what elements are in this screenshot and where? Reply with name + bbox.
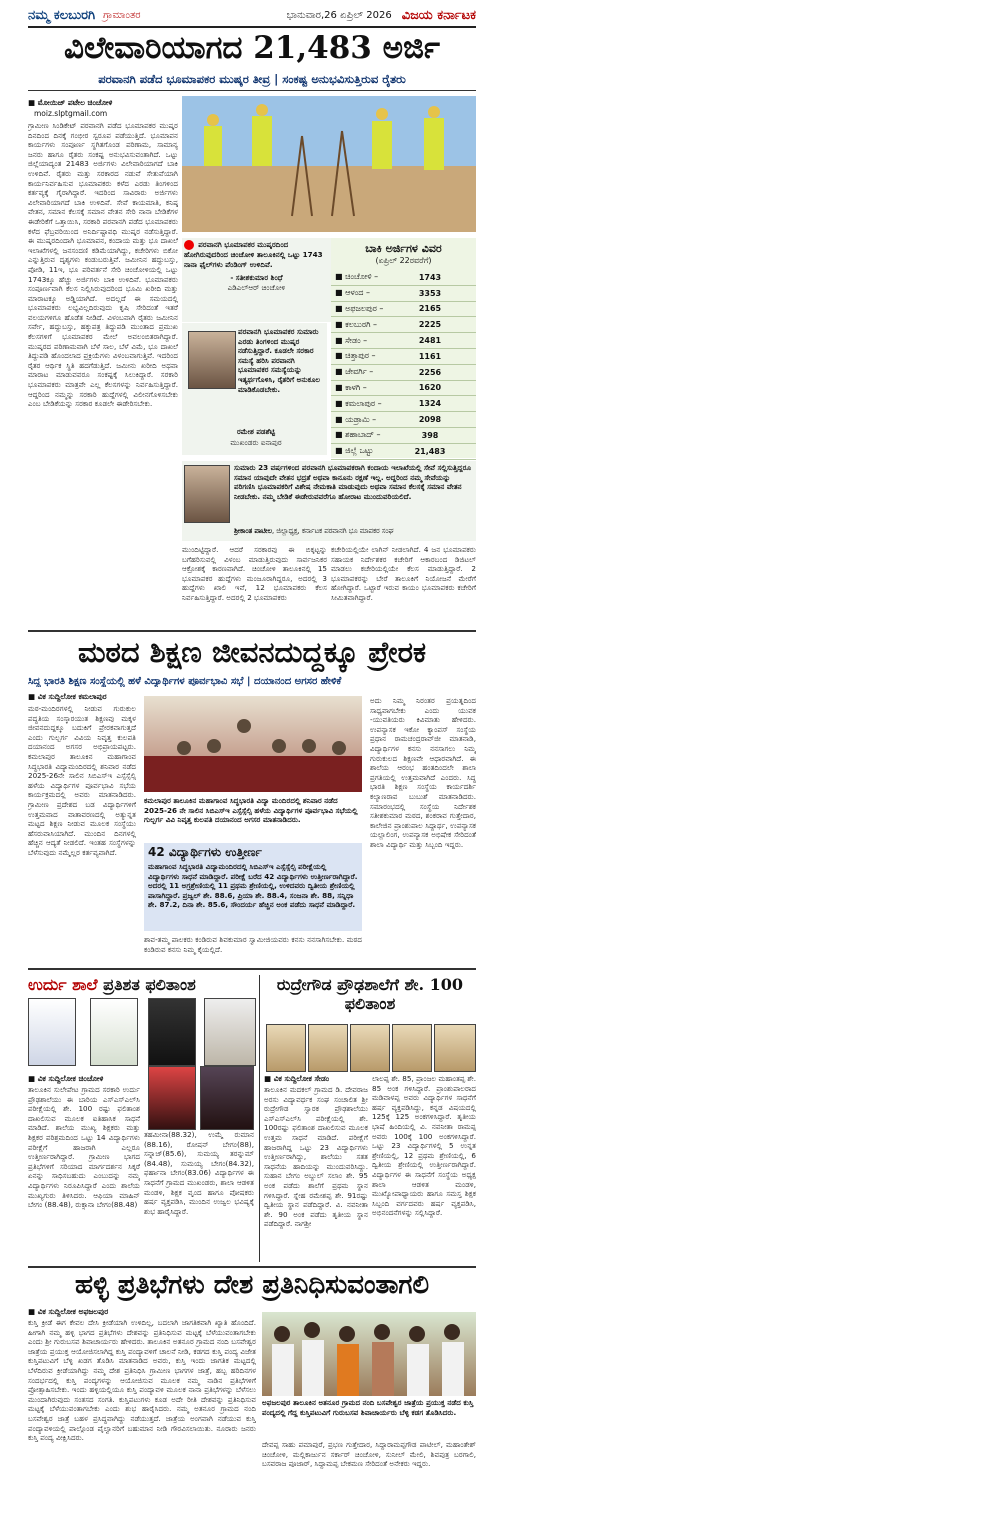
a3-headline xyxy=(28,975,256,995)
table-row-name: ■ ಚಿತ್ತಾಪುರ – xyxy=(335,351,376,361)
table-row-name: ■ ಜಿಲ್ಲೆ ಒಟ್ಟು xyxy=(335,446,374,456)
portrait-photo-2 xyxy=(184,465,230,523)
table-row-value: 1743 xyxy=(418,272,442,282)
table-row-value: 2256 xyxy=(418,367,442,377)
a1-quote3-box xyxy=(182,461,476,541)
a1-quote3: ಸುಮಾರು 23 ವರ್ಷಗಳಿಂದ ಪರವಾನಗಿ ಭೂಮಾಪಕರಾಗಿ ಕಂದಾಯ ಇಲಾಖೆಯಲ್ಲಿ ಸೇವೆ ಸಲ್ಲಿಸುತ್ತಿದ್ದರೂ ಸಮಾನ ಯಾವುದೇ ವೇತನ ಭದ್ರತೆ ಅಥವಾ ಕಾನೂನು ರಕ್ಷಣೆ ಇಲ್ಲ. ಅದ್ದರಿಂದ ನಮ್ಮ ಸೇವೆಯನ್ನು ಪರಿಗಣಿಸಿ ಭೂಮಾಪಕರಿಗೆ ವಿಶೇಷ ನೇಮಕಾತಿ ಮಾಡುವುದು ಅಥವಾ ಸಮಾನ ಕೆಲಸಕ್ಕೆ ಸಮಾನ ವೇತನ ನೀಡಬೇಕು. ನಮ್ಮ ಬೇಡಿಕೆ ಈಡೇರುವವರೆಗೂ ಹೋರಾಟ ಮುಂದುವರಿಯಲಿದೆ. xyxy=(234,463,472,501)
table-row-value: 1620 xyxy=(418,383,442,393)
a1-quote2: ಪರವಾನಗಿ ಭೂಮಾಪಕರ ಸುಮಾರು ಎರಡು ತಿಂಗಳಿಂದ ಮುಷ್ಕರ ನಡೆಸುತ್ತಿದ್ದಾರೆ. ಕೂಡಲೇ ಸರಕಾರ ಸಮಸ್ಯೆ ಹರಿಸಿ ಪರವಾನಗಿ ಭೂಮಾಪಕರ ಸಮಸ್ಯೆಯನ್ನು ಇತ್ಯರ್ಥಗೊಳಿಸಿ, ರೈತರಿಗೆ ಅನುಕೂಲ ಮಾಡಿಕೊಡಬೇಕು. xyxy=(238,327,321,394)
a2-photo xyxy=(144,696,362,792)
portrait-photo xyxy=(188,331,236,389)
wrestling-photo-illustration xyxy=(262,1312,476,1396)
a1-quote1: ಪರವಾನಗಿ ಭೂಮಾಪಕರ ಮುಷ್ಕರದಿಂದ ಹೋಗಿರುವುದರಿಂದ ಚಿಂಚೋಳಿ ತಾಲೂಕಿನಲ್ಲಿ ಒಟ್ಟು 1743 ನಾನಾ ಫೈಲ್‌ಗಳು ಪೆಂಡಿಂಗ್ ಉಳಿದಿವೆ. xyxy=(184,240,323,269)
student-photo xyxy=(204,998,256,1066)
a2-headline: ಮಠದ ಶಿಕ್ಷಣ ಜೀವನದುದ್ದಕ್ಕೂ ಪ್ರೇರಕ xyxy=(77,635,427,669)
student-photo xyxy=(266,1024,306,1072)
student-photo xyxy=(148,1066,196,1130)
student-photo xyxy=(90,998,138,1066)
a1-photo xyxy=(182,96,476,232)
a1-headline: ವಿಲೇವಾರಿಯಾಗದ 21,483 ಅರ್ಜಿ xyxy=(64,30,440,66)
table-row-value: 21,483 xyxy=(414,446,446,456)
table-row-name: ■ ಕಲಬುರಗಿ – xyxy=(335,319,377,329)
table-row-name: ■ ಆಳಂದ – xyxy=(335,288,370,298)
a3-byline: ■ ವಿಕ ಸುದ್ದಿಲೋಕ ಚಿಂಚೋಳಿ xyxy=(28,1074,104,1083)
meeting-photo-illustration xyxy=(144,696,362,792)
table-rows xyxy=(331,270,476,460)
student-photo xyxy=(392,1024,432,1072)
a2-mid: ಶಾವ-ತಮ್ಮ ಪಾಲಕರು ಕಂಡಿರುವ ಶಿವಕುಮಾರ ಸ್ವಾಮೀಜಿಯವರು ಕನಸು ನನಸಾಗಿಸಬೇಕು. ಮಠದ ಕಂಡಿರುವ ಕನಸು ನಿಮ್ಮ ಕೈಯಲ್ಲಿದೆ. xyxy=(144,935,362,954)
student-photo xyxy=(28,998,76,1066)
a4-body2: ಲಾಲಪ್ಪ ಶೇ. 85, ಪ್ರಾಂಜಲ ಮಹಾಂತಪ್ಪ ಶೇ. 85 ಅಂಕ ಗಳಿಸಿದ್ದಾರೆ. ಪ್ರಾಂಶುಪಾಲರಾದ ಮಡಿವಾಳಪ್ಪ ಅವರು ವಿದ್ಯಾರ್ಥಿಗಳ ಸಾಧನೆಗೆ ಹರ್ಷ ವ್ಯಕ್ತಪಡಿಸಿದ್ದು, ಕನ್ನಡ ವಿಷಯದಲ್ಲಿ 125ಕ್ಕೆ 125 ಅಂಕಗಳಿಸಿದ್ದಾರೆ. ತೃತೀಯ ಭಾಷೆ ಹಿಂದಿಯಲ್ಲಿ ವಿ. ನವನೀತಾ ರಾಮಪ್ಪ ಅವರು 100ಕ್ಕೆ 100 ಅಂಕಗಳಿಸಿದ್ದಾರೆ. ಒಟ್ಟು 23 ವಿದ್ಯಾರ್ಥಿಗಳಲ್ಲಿ 5 ಉನ್ನತ ಶ್ರೇಣಿಯಲ್ಲಿ, 12 ಪ್ರಥಮ ಶ್ರೇಣಿಯಲ್ಲಿ, 6 ದ್ವಿತೀಯ ಶ್ರೇಣಿಯಲ್ಲಿ ಉತ್ತೀರ್ಣರಾಗಿದ್ದಾರೆ. ವಿದ್ಯಾರ್ಥಿಗಳ ಈ ಸಾಧನೆಗೆ ಸಂಸ್ಥೆಯ ಅಧ್ಯಕ್ಷ ಶಾಲಾ ಆಡಳಿತ ಮಂಡಳಿ, ಮುಖ್ಯೋಪಾಧ್ಯಾಯರು ಹಾಗೂ ಸಮಸ್ತ ಶಿಕ್ಷಕ ಸಿಬ್ಬಂದಿ ವರ್ಗದವರು ಹರ್ಷ ವ್ಯಕ್ತಪಡಿಸಿ, ಅಭಿನಂದನೆಗಳನ್ನು ಸಲ್ಲಿಸಿದ್ದಾರೆ. xyxy=(372,1074,476,1218)
table-row-value: 1161 xyxy=(418,351,442,361)
surveyors-photo-illustration xyxy=(182,96,476,232)
table-row-value: 2481 xyxy=(418,336,442,346)
table-row xyxy=(331,302,476,318)
divider-2 xyxy=(28,968,476,970)
student-photo xyxy=(200,1066,254,1130)
table-row xyxy=(331,396,476,412)
a2-box-title: 42 ವಿದ್ಯಾರ್ಥಿಗಳು ಉತ್ತೀರ್ಣ xyxy=(148,845,262,859)
table-subtitle: (ಏಪ್ರಿಲ್ 22ರವರೆಗೆ) xyxy=(375,256,432,265)
a1-rule xyxy=(28,90,476,91)
table-row-name: ■ ಶಹಾಬಾದ್ – xyxy=(335,430,381,440)
table-row-value: 398 xyxy=(421,430,439,440)
a1-quote2-role: ಮುಖಂಡರು ಐನಾಪುರ xyxy=(230,438,282,447)
masthead-right: ವಿಜಯ ಕರ್ನಾಟಕ xyxy=(401,7,476,23)
a1-quote2-by: ರಮೇಶ ಪಡಶೆಟ್ಟಿ xyxy=(236,427,276,436)
a5-body2: ದೇವಪ್ಪ ಸಾಹು ಪಮಾಪುರೆ, ಪ್ರಭಣ ಗುತ್ತೇದಾರ, ಸಿದ್ದಾರಾಮಪ್ಪಗೌಡ ಪಾಟೀಲ್, ಮಹಾಂತೇಶ್ ಚಿಂಚೋಳಿ, ಮಲ್ಲಿಕಾರ್ಜುನ ಸರ್ಕಾರ್ ಚಿಂಚೋಳಿ, ಸುನೀಲ್ ಮೇಲಿ, ಶಿವಪುತ್ರ ಬರಗಾಲಿ, ಬಸವರಾಜ ಪೂಜಾರ್, ಸಿದ್ದಾಮಪ್ಪ ಬೇಕಮಣ ಸೇರಿದಂತೆ ಅನೇಕರು ಇದ್ದರು. xyxy=(262,1440,476,1469)
table-row-name: ■ ಜೇವರ್ಗಿ – xyxy=(335,367,374,377)
student-photo xyxy=(148,998,196,1066)
a1-byline: ■ ಮೋಯಿಜ್ ಪಟೇಲ ಚಿಂಚೋಳಿ xyxy=(28,98,113,107)
a4-photos-row xyxy=(264,1024,476,1070)
table-row-name: ■ ಚಿಂಚೋಳಿ – xyxy=(335,272,379,282)
a1-body2: ಮುಂದಿಟ್ಟಿದ್ದಾರೆ. ಆದರೆ ಸರಕಾರವು ಈ ಬಿಕ್ಕಟ್ಟನ್ನು ಬಗೆಹರಿಸುವಲ್ಲಿ ವಿಳಂಬ ಮಾಡುತ್ತಿರುವುದು ಸಾರ್ವಜನಿಕರ ಆಕ್ರೋಶಕ್ಕೆ ಕಾರಣವಾಗಿದೆ. ಚಿಂಚೋಳಿ ತಾಲೂಕಿನಲ್ಲಿ 15 ಭೂಮಾಪಕರ ಹುದ್ದೆಗಳು ಮಂಜೂರಾಗಿದ್ದರೂ, ಅದರಲ್ಲಿ 3 ಹುದ್ದೆಗಳು ಖಾಲಿ ಇವೆ, 12 ಭೂಮಾಪಕರು ಕೆಲಸ ನಿರ್ವಹಿಸುತ್ತಿದ್ದಾರೆ. ಅದರಲ್ಲಿ 2 ಭೂಮಾಪಕರು xyxy=(182,545,327,602)
table-row-value: 2225 xyxy=(418,320,442,330)
a1-subhead: ಪರವಾನಗಿ ಪಡೆದ ಭೂಮಾಪಕರ ಮುಷ್ಕರ ತೀವ್ರ | ಸಂಕಷ್ಟ ಅನುಭವಿಸುತ್ತಿರುವ ರೈತರು xyxy=(98,72,406,86)
masthead-date: ಭಾನುವಾರ,26 ಏಪ್ರಿಲ್ 2026 xyxy=(286,9,392,21)
a1-quote2-box xyxy=(182,323,327,455)
a2-body: ಮಠ-ಮಂದಿರಗಳಲ್ಲಿ ನೀಡುವ ಗುರುಕುಲ ಪದ್ಧತಿಯ ಸಂಸ್ಕಾರಯುತ ಶಿಕ್ಷಣವು ಮಕ್ಕಳ ಜೀವನದುದ್ದಕ್ಕೂ ಬದುಕಿಗೆ ಪ್ರೇರಕವಾಗುತ್ತದೆ ಎಂದು ಗುಲ್ಬರ್ಗ ವಿವಿಯ ನಿವೃತ್ತ ಕುಲಪತಿ ದಯಾನಂದ ಅಗಸರ ಅಭಿಪ್ರಾಯಪಟ್ಟರು. ಕಮಲಾಪುರ ತಾಲೂಕಿನ ಮಹಾಗಾಂವ ಸಿದ್ಧಭಾರತಿ ವಿದ್ಯಾಮಂದಿರದಲ್ಲಿ ಶನಿವಾರ ನಡೆದ 2025-26ನೇ ಸಾಲಿನ ಸಿಬಿಎಸ್‌ಇ ಎಸ್ಸೆಸ್ಸೆಲ್ಸಿ ಹಳೆಯ ವಿದ್ಯಾರ್ಥಿಗಳ ಪೂರ್ವಭಾವಿ ಸಭೆಯ ಕಾರ್ಯಕ್ರಮದಲ್ಲಿ ಅವರು ಮಾತನಾಡಿದರು. ಗ್ರಾಮೀಣ ಪ್ರದೇಶದ ಬಡ ವಿದ್ಯಾರ್ಥಿಗಳಿಗೆ ಉತ್ತಮವಾದ ವಾತಾವರಣದಲ್ಲಿ ಅತ್ಯುನ್ನತ ಮಟ್ಟದ ಶಿಕ್ಷಣ ನೀಡುವ ಮೂಲಕ ಸಂಸ್ಥೆಯು ಹೆಸರುವಾಸಿಯಾಗಿದೆ. ಮುಂದಿನ ದಿನಗಳಲ್ಲಿ ಹೆಚ್ಚಿನ ಆದ್ಯತೆ ನೀಡಲಿದೆ. ಇಂತಹ ಸಂಸ್ಥೆಗಳನ್ನು ಬೆಳೆಸುವುದು ನಮ್ಮೆಲ್ಲರ ಕರ್ತವ್ಯವಾಗಿದೆ. xyxy=(28,704,136,857)
a4-body: ತಾಲೂಕಿನ ಮದಕಲ್ ಗ್ರಾಮದ ಡಿ. ದೇವರಾಜ ಅರಸು ವಿದ್ಯಾವರ್ಧಕ ಸಂಘ ಸಂಚಾಲಿತ ಶ್ರೀ ರುದ್ರೇಗೌಡ ಸ್ವಾರಕ ಪ್ರೌಢಶಾಲೆಯು ಎಸ್‌ಎಸ್‌ಎಲ್‌ಸಿ ಪರೀಕ್ಷೆಯಲ್ಲಿ ಶೇ. 100ರಷ್ಟು ಫಲಿತಾಂಶ ದಾಖಲಿಸುವ ಮೂಲಕ ಉತ್ತಮ ಸಾಧನೆ ಮಾಡಿದೆ. ಪರೀಕ್ಷೆಗೆ ಹಾಜರಾಗಿದ್ದ ಒಟ್ಟು 23 ವಿದ್ಯಾರ್ಥಿಗಳು ಉತ್ತೀರ್ಣರಾಗಿದ್ದು, ಶಾಲೆಯು ಸತತ ಸಾಧನೆಯ ಹಾದಿಯನ್ನು ಮುಂದುವರಿಸಿದ್ದು. ಸುಹಾನ ಬೇಗಂ ಅಬ್ದುಲ್ ಸಲಾಂ ಶೇ. 95 ಅಂಕ ಪಡೆದು ಶಾಲೆಗೆ ಪ್ರಥಮ ಸ್ಥಾನ ಗಳಿಸಿದ್ದಾರೆ. ಸ್ನೇಹ ರಮೇಶಪ್ಪ ಶೇ. 91ರಷ್ಟು ದ್ವಿತೀಯ ಸ್ಥಾನ ಪಡೆದಿದ್ದಾರೆ. ವಿ. ನವನೀತಾ ಶೇ. 90 ಅಂಕ ಪಡೆದು ತೃತೀಯ ಸ್ಥಾನ ಪಡೆದಿದ್ದಾರೆ. ನಾಗಶ್ರೀ xyxy=(264,1085,368,1229)
table-row xyxy=(331,317,476,333)
table-row xyxy=(331,333,476,349)
student-photo xyxy=(350,1024,390,1072)
a5-headline: ಹಳ್ಳಿ ಪ್ರತಿಭೆಗಳು ದೇಶ ಪ್ರತಿನಿಧಿಸುವಂತಾಗಲಿ xyxy=(74,1270,430,1300)
table-row xyxy=(331,412,476,428)
a3-headline-a: ಉರ್ದು ಶಾಲೆ xyxy=(28,975,98,994)
table-row-name: ■ ಯಡ್ರಾಮಿ – xyxy=(335,414,377,424)
vertical-divider xyxy=(259,975,260,1262)
a2-infobox xyxy=(144,843,362,931)
pending-table xyxy=(331,238,476,458)
red-dot-icon xyxy=(184,240,194,250)
a1-email: moiz.slptgmail.com xyxy=(34,109,108,118)
table-row-name: ■ ಕಮಲಾಪುರ – xyxy=(335,398,382,408)
table-row xyxy=(331,349,476,365)
table-row-name: ■ ಕಾಳಗಿ – xyxy=(335,382,367,392)
a1-quote1-by: - ಸತೀಶಕುಮಾರ ಶಿಂಧೆ xyxy=(230,273,283,283)
a3-headline-b: ಪ್ರತಿಶತ ಫಲಿತಾಂಶ xyxy=(103,975,196,994)
student-photo xyxy=(308,1024,348,1072)
a5-photo xyxy=(262,1312,476,1396)
a1-quote3-role: , ಜಿಲ್ಲಾಧ್ಯಕ್ಷ, ಕರ್ನಾಟಕ ಪರವಾನಗಿ ಭೂ ಮಾಪಕರ ಸಂಘ xyxy=(271,527,394,535)
student-photo xyxy=(434,1024,476,1072)
a5-byline: ■ ವಿಕ ಸುದ್ದಿಲೋಕ ಅಫಜಲಪುರ xyxy=(28,1307,109,1316)
table-row xyxy=(331,365,476,381)
table-row-value: 2165 xyxy=(418,304,442,314)
masthead-section: ಗ್ರಾಮಾಂತರ xyxy=(103,9,141,21)
table-row-name: ■ ಅಫಜಲಪುರ – xyxy=(335,303,384,313)
table-row xyxy=(331,286,476,302)
a3-body2: ತಹಮೀನಾ(88.32), ಉಮ್ಮೆ ರುಮಾನ (88.16), ರೋಷನ್ ಬೇಗಂ(88), ಸನ್ನಾಜ್(85.6), ಸುಮಯ್ಯ ತರನ್ನುಮ್ (84.48), ಸುಮಯ್ಯ ಬೇಗಂ(84.32), ಫರ್ಹಾನಾ ಬೇಗಂ(83.06) ವಿದ್ಯಾರ್ಥಿಗಳ ಈ ಸಾಧನೆಗೆ ಗ್ರಾಮದ ಮುಖಂಡರು, ಶಾಲಾ ಆಡಳಿತ ಮಂಡಳಿ, ಶಿಕ್ಷಕ ವೃಂದ ಹಾಗೂ ಪೋಷಕರು ಹರ್ಷ ವ್ಯಕ್ತಪಡಿಸಿ, ಮುಂದಿನ ಉಜ್ವಲ ಭವಿಷ್ಯಕ್ಕೆ ಶುಭ ಹಾರೈಸಿದ್ದಾರೆ. xyxy=(144,1130,254,1216)
a1-quote1-box xyxy=(182,238,331,322)
table-title: ಬಾಕಿ ಅರ್ಜಿಗಳ ವಿವರ xyxy=(365,242,442,255)
a1-body: ಗ್ರಾಮೀಣ ಸಿಂಡಿಕೇಟ್ ಪರವಾನಗಿ ಪಡೆದ ಭೂಮಾಪಕರ ಮುಷ್ಕರ ದಿನದಿಂದ ದಿನಕ್ಕೆ ಗಂಭೀರ ಸ್ವರೂಪ ಪಡೆಯುತ್ತಿದೆ. ಭೂಮಾಪನ ಕಾರ್ಯಗಳು ಸಂಪೂರ್ಣ ಸ್ಥಗಿತಗೊಂಡ ಪರಿಣಾಮ, ಸಾಮಾನ್ಯ ಜನರು ಹಾಗೂ ರೈತರು ಸಂಕಷ್ಟ ಅನುಭವಿಸುವಂತಾಗಿದೆ. ಒಟ್ಟು ಜಿಲ್ಲೆಯಾದ್ಯಂತ 21483 ಅರ್ಜಿಗಳು ವಿಲೇವಾರಿಯಾಗದೆ ಬಾಕಿ ಉಳಿದಿವೆ. ರೈತರು ಮತ್ತು ಸರಕಾರದ ನಡುವೆ ಸೇತುವೆಯಾಗಿ ಕಾರ್ಯನಿರ್ವಹಿಸುವ ಭೂಮಾಪಕರು ಕಳೆದ ಎರಡು ತಿಂಗಳಿಂದ ಕರ್ತವ್ಯಕ್ಕೆ ಗೈರಾಗಿದ್ದಾರೆ. ಇದರಿಂದ ಸಾವಿರಾರು ಅರ್ಜಿಗಳು ವಿಲೇವಾರಿಯಾಗದೆ ಬಾಕಿ ಉಳಿದಿವೆ. ಸೇವೆ ಕಾಯಮಾತಿ, ಕನಿಷ್ಠ ವೇತನ, ಸಮಾನ ಕೆಲಸಕ್ಕೆ ಸಮಾನ ವೇತನ ಸೇರಿ ನಾನಾ ಬೇಡಿಕೆಗಳ ಈಡೇರಿಕೆಗೆ ಒತ್ತಾಯಿಸಿ, ಸರಕಾರಿ ಪರವಾನಗಿ ಪಡೆದ ಭೂಮಾಪಕರು ಕಳೆದ ಫೆಬ್ರವರಿಯಿಂದ ಅನಿರ್ದಿಷ್ಟಾವಧಿ ಮುಷ್ಕರ ನಡೆಸುತ್ತಿದ್ದಾರೆ. ಈ ಮುಷ್ಕರದಿಂದಾಗಿ ಭೂಮಾಪನ, ಕಂದಾಯ ಮತ್ತು ಭೂ ದಾಖಲೆ ಇಲಾಖೆಗಳಲ್ಲಿ ಜನಸಂದಣಿ ಕಡಿಮೆಯಾಗಿದ್ದು, ಕಚೇರಿಗಳು ಬಿಕೋ ಎನ್ನುತ್ತಿರುವ ದೃಶ್ಯಗಳು ಕಂಡುಬರುತ್ತಿವೆ. ಜಮೀನಿನ ಹದ್ದುಬಸ್ತು, ಪೋಡಿ, 11ಇ, ಭೂ ಪರಿವರ್ತನೆ ಸೇರಿ ಚಿಂಚೋಳಿಯಲ್ಲಿ ಒಟ್ಟು 1743ಕ್ಕೂ ಹೆಚ್ಚು ಅರ್ಜಿಗಳು ಬಾಕಿ ಉಳಿದಿವೆ. ಭೂಮಾಪಕರು ಸಂಪೂರ್ಣವಾಗಿ ಕೆಲಸ ನಿಲ್ಲಿಸಿರುವುದರಿಂದ ಭೂಮಿ ಖರೀದಿ ಮತ್ತು ಮಾರಾಟಕ್ಕೂ ಅಡ್ಡಿಯಾಗಿದೆ. ಅದಲ್ಲದೆ ಈ ಸಮಯದಲ್ಲಿ ಭೂಮಾಪಕರು ಲಭ್ಯವಿಲ್ಲದಿರುವುದು ಕೃಷಿ ಸೇರಿದಂತೆ ಇತರೆ ವಲಯಗಳಿಗೂ ಹೊಡೆತ ನೀಡಿದೆ. ವಿಳಂಬವಾಗಿ ರೈತರು ಜಮೀನಿನ ಸರ್ವೇ, ಹದ್ದುಬಸ್ತು, ಹಕ್ಕುಪತ್ರ ತಿದ್ದುಪಡಿ ಮುಂತಾದ ಪ್ರಮುಖ ಕೆಲಸಗಳಿಗೆ ಭೂಮಾಪಕರ ಮೇಲೆ ಅವಲಂಬಿತರಾಗಿದ್ದಾರೆ. ಮುಷ್ಕರದ ಪರಿಣಾಮವಾಗಿ ಬೆಳೆ ಸಾಲ, ಬೆಳೆ ವಿಮೆ, ಭೂ ದಾಖಲೆ ತಿದ್ದುಪಡಿ ಹೊಂದಲಾದ ಪ್ರಕ್ರಿಯೆಗಳು ವಿಳಂಬವಾಗುತ್ತಿವೆ. ಇದರಿಂದ ರೈತರ ಆರ್ಥಿಕ ಸ್ಥಿತಿ ಹದಗೆಡುತ್ತಿದೆ. ಜಮೀನು ಖರೀದಿ ಅಥವಾ ಮಾರಾಟ ಮಾಡುವವರೂ ಸಂಕಷ್ಟಕ್ಕೆ ಸಿಲುಕಿದ್ದಾರೆ. ಸರಕಾರಿ ಭೂಮಾಪಕರು ಮಾತ್ರವೇ ಎಲ್ಲ ಕೆಲಸಗಳನ್ನು ನಿರ್ವಹಿಸುತ್ತಿದ್ದಾರೆ. ಆದ್ದರಿಂದ ನಮ್ಮನ್ನು ಸರಕಾರಿ ಹುದ್ದೆಗಳಲ್ಲಿ ವಿಲೀನಗೊಳಿಸಬೇಕು ಎಂಬ ಬೇಡಿಕೆಯನ್ನು ಸರಕಾರ ಕೂಡಲೇ ಈಡೇರಿಸಬೇಕು. xyxy=(28,121,178,409)
a2-caption: ಕಮಲಾಪುರ ತಾಲೂಕಿನ ಮಹಾಗಾಂವ ಸಿದ್ಧಭಾರತಿ ವಿದ್ಯಾ ಮಂದಿರದಲ್ಲಿ ಶನಿವಾರ ನಡೆದ 2025-26 ನೇ ಸಾಲಿನ ಸಿಬಿಎಸ್‌ಇ ಎಸ್ಸೆಸ್ಸೆಲ್ಸಿ ಹಳೆಯ ವಿದ್ಯಾರ್ಥಿಗಳ ಪೂರ್ವಭಾವಿ ಸಭೆಯಲ್ಲಿ ಗುಲ್ಬರ್ಗ ವಿವಿ ನಿವೃತ್ತ ಕುಲಪತಿ ದಯಾನಂದ ಅಗಸರ ಮಾತನಾಡಿದರು. xyxy=(144,796,358,824)
a1-quote3-by: ಶ್ರೀಕಾಂತ ಪಾಟೀಲ xyxy=(234,527,272,535)
a3-body: ತಾಲೂಕಿನ ಸುಲೇಪೇಟ ಗ್ರಾಮದ ಸರಕಾರಿ ಉರ್ದು ಪ್ರೌಢಶಾಲೆಯು ಈ ಬಾರಿಯ ಎಸ್‌ಎಸ್‌ಎಲ್‌ಸಿ ಪರೀಕ್ಷೆಯಲ್ಲಿ ಶೇ. 100 ರಷ್ಟು ಫಲಿತಾಂಶ ದಾಖಲಿಸುವ ಮೂಲಕ ಐತಿಹಾಸಿಕ ಸಾಧನೆ ಮಾಡಿದೆ. ಶಾಲೆಯ ಮುಖ್ಯ ಶಿಕ್ಷಕರು ಮತ್ತು ಶಿಕ್ಷಕರ ಪರಿಶ್ರಮದಿಂದ ಒಟ್ಟು 14 ವಿದ್ಯಾರ್ಥಿಗಳು ಪರೀಕ್ಷೆಗೆ ಹಾಜರಾಗಿ ಎಲ್ಲರೂ ಉತ್ತೀರ್ಣರಾಗಿದ್ದಾರೆ. ಗ್ರಾಮೀಣ ಭಾಗದ ಪ್ರತಿಭೆಗಳಿಗೆ ಸರಿಯಾದ ಮಾರ್ಗದರ್ಶನ ಸಿಕ್ಕರೆ ಏನನ್ನು ಸಾಧಿಸಬಹುದು ಎಂಬುದನ್ನು ನಮ್ಮ ವಿದ್ಯಾರ್ಥಿಗಳು ನಿರೂಪಿಸಿದ್ದಾರೆ ಎಂದು ಶಾಲೆಯ ಮುಖ್ಯಗುರು ತಿಳಿಸಿದರು. ಆಫಿಯಾ ಮಾಹಿನ್ ಬೇಗಂ (88.48), ರುಕ್ಸಾನಾ ಬೇಗಂ(88.48) xyxy=(28,1085,140,1210)
masthead-left: ನಮ್ಮ ಕಲಬುರಗಿ xyxy=(28,7,96,23)
divider-3 xyxy=(28,1266,476,1268)
table-row-value: 1324 xyxy=(418,399,442,409)
a2-box-text: ಮಹಾಗಾಂವ ಸಿದ್ಧಭಾರತಿ ವಿದ್ಯಾಮಂದಿರದಲ್ಲಿ ಸಿಬಿಎಸ್‌ಇ ಎಸ್ಸೆಸ್ಸೆಲ್ಸಿ ಪರೀಕ್ಷೆಯಲ್ಲಿ ವಿದ್ಯಾರ್ಥಿಗಳು ಸಾಧನೆ ಮಾಡಿದ್ದಾರೆ. ಪರೀಕ್ಷೆ ಬರೆದ 42 ವಿದ್ಯಾರ್ಥಿಗಳು ಉತ್ತೀರ್ಣರಾಗಿದ್ದಾರೆ. ಅದರಲ್ಲಿ 11 ಅಗ್ರಶ್ರೇಣಿಯಲ್ಲಿ 11 ಪ್ರಥಮ ಶ್ರೇಣಿಯಲ್ಲಿ, ಉಳಿದವರು ದ್ವಿತೀಯ ಶ್ರೇಣಿಯಲ್ಲಿ ಪಾಸಾಗಿದ್ದಾರೆ. ಪ್ರಜ್ವಲ್ ಶೇ. 88.6, ಪ್ರಿಯಾ ಶೇ. 88.4, ಸಂಜನಾ ಶೇ. 88, ಸನ್ನಿಧಾ ಶೇ. 87.2, ದಿನಾ ಶೇ. 85.6, ಸೌಂದರ್ಯ ಹೆಚ್ಚಿನ ಅಂಕ ಪಡೆದು ಸಾಧನೆ ಮಾಡಿದ್ದಾರೆ. xyxy=(148,862,358,909)
table-row xyxy=(331,428,476,444)
a2-right: ಅದು ನಿಮ್ಮ ನಿರಂತರ ಪ್ರಯತ್ನದಿಂದ ಸಾಧ್ಯವಾಗಬೇಕು ಎಂದು ಯುವಕ -ಯುವತಿಯರು ಕಿವಿಮಾತು ಹೇಳಿದರು. ಉಪನ್ಯಾಸಕ ಇಕೋ ಕ್ಯಾಂಪಸ್ ಸಂಸ್ಥೆಯ ಪ್ರಧಾನ ರಾಮಚಂದ್ರರಾವ್‌ಜೀ ಮಾತನಾಡಿ, ವಿದ್ಯಾರ್ಥಿಗಳ ಕನಸು ನನಸಾಗಲು ನಿಮ್ಮ ಗುರುಕುಲದ ಶಿಕ್ಷಣವೇ ಆಧಾರವಾಗಿದೆ. ಈ ಶಾಲೆಯ ಆರಂಭ ಹಂತದಿಂದಲೇ ಶಾಲಾ ಪ್ರಗತಿಯಲ್ಲಿ ಉತ್ತಮವಾಗಿದೆ ಎಂದರು. ಸಿದ್ಧ ಭಾರತಿ ಶಿಕ್ಷಣ ಸಂಸ್ಥೆಯ ಕಾರ್ಯದರ್ಶಿ ಕಲ್ಯಾಣರಾವ ಬುಬುಶೆ ಮಾತನಾಡಿದರು. ಸಮಾರಂಭದಲ್ಲಿ ಸಂಸ್ಥೆಯ ನಿರ್ದೇಶಕ ಸತೀಶಕುಮಾರ ಮಠದ, ಶಂಕರಾವ ಗುತ್ತೇದಾರ, ಕಾಲೇಜಿನ ಪ್ರಾಂಶುಪಾಲ ಸಿದ್ದಾರ್ಥ, ಉಪನ್ಯಾಸಕ ಯಲ್ಲಾಲಿಂಗ, ಉಪನ್ಯಾಸಕ ಅಭಿಷೇಕ ಸೇರಿದಂತೆ ಶಾಲಾ ವಿದ್ಯಾರ್ಥಿ ಮತ್ತು ಸಿಬ್ಬಂದಿ ಇದ್ದರು. xyxy=(370,696,476,849)
a5-caption: ಅಫಜಲಪುರ ತಾಲೂಕಿನ ಅತನೂರ ಗ್ರಾಮದ ನಂದಿ ಬಸವೇಶ್ವರ ಜಾತ್ರೆಯ ಪ್ರಯುಕ್ತ ನಡೆದ ಕುಸ್ತಿ ಪಂದ್ಯದಲ್ಲಿ ಗೆದ್ದ ಕುಸ್ತಿಪಟುವಿಗೆ ಗುರುಬಸವ ಶಿವಾಚಾರ್ಯರು ಬೆಳ್ಳಿ ಕಡಗ ತೊಡಿಸಿದರು. xyxy=(262,1398,474,1417)
a5-body: ಕುಸ್ತಿ ಕ್ರೀಡೆ ಈಗ ಕೇವಲ ದೇಸಿ ಕ್ರೀಡೆಯಾಗಿ ಉಳಿದಿಲ್ಲ, ಬದಲಾಗಿ ಜಾಗತಿಕವಾಗಿ ಖ್ಯಾತಿ ಹೊಂದಿದೆ. ಹೀಗಾಗಿ ನಮ್ಮ ಹಳ್ಳಿ ಭಾಗದ ಪ್ರತಿಭೆಗಳು ದೇಶವನ್ನು ಪ್ರತಿನಿಧಿಸುವ ಮಟ್ಟಕ್ಕೆ ಬೆಳೆಯುವಂತಾಗಬೇಕು ಎಂದು ಶ್ರೀ ಗುರುಬಸವ ಶಿವಾಚಾರ್ಯರು ಹೇಳಿದರು. ತಾಲೂಕಿನ ಅತನೂರ ಗ್ರಾಮದ ನಂದಿ ಬಸವೇಶ್ವರ ಜಾತ್ರೆಯ ಪ್ರಯುಕ್ತ ಆಯೋಜಿಸಲಾಗಿದ್ದ ಕುಸ್ತಿ ಪಂದ್ಯಾವಳಿಗೆ ಚಾಲನೆ ನೀಡಿ, ಕಡಗದ ಕುಸ್ತಿ ಪಂದ್ಯ ವಿಜೇತ ಕುಸ್ತಿಪಟುವಿಗೆ ಬೆಳ್ಳಿ ಖಡಗ ತೊಡಿಸಿ ಮಾತನಾಡಿದ ಅವರು, ಕುಸ್ತಿ ಇಂದು ಜಾಗತಿಕ ಮಟ್ಟದಲ್ಲಿ ಬೆಳೆದಿರುವ ಕ್ರೀಡೆಯಾಗಿದ್ದು ನಮ್ಮ ದೇಶ ಪ್ರತಿನಿಧಿಸಿ ಗ್ರಾಮೀಣ ಭಾಗಗಳ ಜಾತ್ರೆ, ಹಬ್ಬ ಹರಿದಿನಗಳ ಸಂದರ್ಭದಲ್ಲಿ ಕುಸ್ತಿ ಪಂದ್ಯಗಳನ್ನು ಆಯೋಜಿಸುವ ಮೂಲಕ ನಮ್ಮ ನಾಡಿನ ಪ್ರತಿಭೆಗಳಿಗೆ ಪ್ರೋತ್ಸಾಹಿಸಬೇಕು. ಇಂದು ಹಳ್ಳಿಯಲ್ಲಿಯೂ ಕುಸ್ತಿ ಪಂದ್ಯಾವಳಿ ಮೂಲಕ ನಾನಾ ಪ್ರತಿಭೆಗಳನ್ನು ಬೆಳೆಸಲು ಮುಂದಾಗಿರುವುದು ಸಂತಸದ ಸಂಗತಿ. ಕುಸ್ತಿಪಟುಗಳು ಕೂಡ ಅದೇ ರೀತಿ ದೇಶವನ್ನು ಪ್ರತಿನಿಧಿಸುವ ಮಟ್ಟಕ್ಕೆ ಬೆಳೆಯುವಂತಾಗಬೇಕು ಎಂದು ಶುಭ ಹಾರೈಸಿದರು. ನಮ್ಮ ಅತನೂರ ಗ್ರಾಮದ ನಂದಿ ಬಸವೇಶ್ವರ ಜಾತ್ರೆ ಬಹಳ ಪ್ರಸಿದ್ಧವಾಗಿದ್ದು ನಡೆಯುತ್ತದೆ. ಜಾತ್ರೆಯ ಅಂಗವಾಗಿ ನಡೆಯುವ ಕುಸ್ತಿ ಪಂದ್ಯಾವಳಿಯಲ್ಲಿ ಪಾಲ್ಗೊಂಡ ಪೈಲ್ವಾನರಿಗೆ ಬಹುಮಾನ ನೀಡಿ ಗೌರವಿಸಲಾಯಿತು. ನೂರಾರು ಜನರು ಕುಸ್ತಿ ಪಂದ್ಯ ವೀಕ್ಷಿಸಿದರು. xyxy=(28,1318,256,1443)
a1-body3: ಕಚೇರಿಯಲ್ಲಿಯೇ ಲಾಗಿನ್ ನೀಡಲಾಗಿದೆ. 4 ಜನ ಭೂಮಾಪಕರು ಸಹಾಯಕ ನಿರ್ದೇಶಕರ ಕಚೇರಿಗೆ ಆಕಾರಬಂದ ಡಿಜಿಟಲ್ ಮಾಡಲು ಕಚೇರಿಯಲ್ಲಿಯೇ ಕೆಲಸ ಮಾಡುತ್ತಿದ್ದಾರೆ. 2 ಭೂಮಾಪಕರನ್ನು ಬೇರೆ ತಾಲೂಕಿಗೆ ನಿಯೋಜನೆ ಮೇರೆಗೆ ಹೋಗಿದ್ದಾರೆ. ಒಟ್ಟಾರೆ ಇರುವ ಕಾಯಂ ಭೂಮಾಪಕರು ಕಚೇರಿಗೆ ಸೀಮಿತವಾಗಿದ್ದಾರೆ. xyxy=(331,545,476,602)
table-row xyxy=(331,270,476,286)
table-row-value: 2098 xyxy=(418,415,442,425)
table-row xyxy=(331,381,476,397)
a4-headline: ರುದ್ರೇಗೌಡ ಪ್ರೌಢಶಾಲೆಗೆ ಶೇ. 100 ಫಲಿತಾಂಶ xyxy=(276,975,464,1013)
a2-byline: ■ ವಿಕ ಸುದ್ದಿಲೋಕ ಕಮಲಾಪುರ xyxy=(28,692,107,701)
a2-subhead: ಸಿದ್ಧ ಭಾರತಿ ಶಿಕ್ಷಣ ಸಂಸ್ಥೆಯಲ್ಲಿ ಹಳೆ ವಿದ್ಯಾರ್ಥಿಗಳ ಪೂರ್ವಭಾವಿ ಸಭೆ | ದಯಾನಂದ ಅಗಸರ ಹೇಳಿಕೆ xyxy=(28,676,342,687)
divider xyxy=(28,630,476,632)
table-row xyxy=(331,444,476,460)
masthead xyxy=(28,4,476,28)
table-row-name: ■ ಸೇಡಂ – xyxy=(335,335,368,345)
a3-photos-row1 xyxy=(28,998,256,1068)
table-row-value: 3353 xyxy=(418,288,442,298)
a4-byline: ■ ವಿಕ ಸುದ್ದಿಲೋಕ ಸೇಡಂ xyxy=(264,1074,330,1083)
a1-quote1-role: ಎಡಿಎಲ್‌ಆರ್ ಚಿಂಚೋಳಿ xyxy=(227,282,286,292)
